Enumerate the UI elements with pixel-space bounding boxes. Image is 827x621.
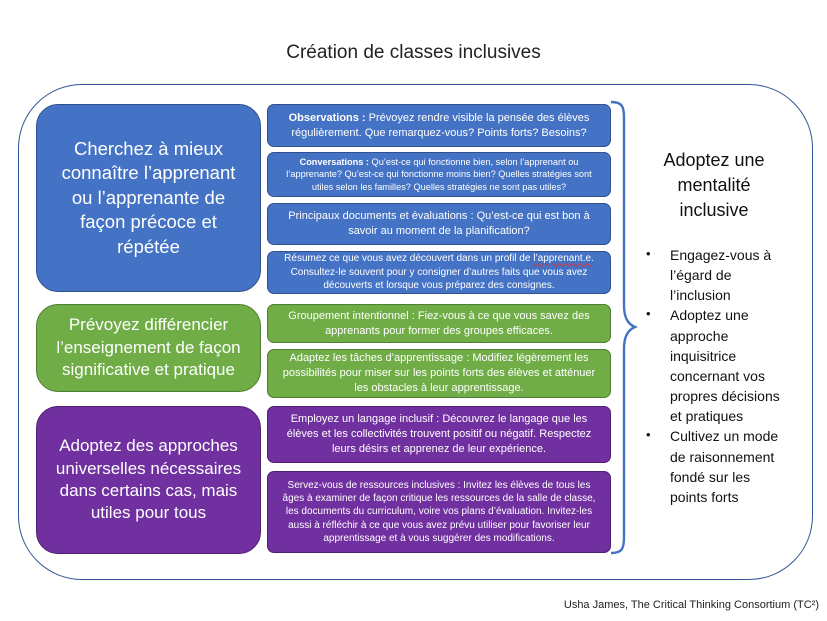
box-observations bbox=[267, 104, 611, 147]
mindset-bullet-2: • Adoptez une approche inquisitrice concernant vos propres décisions et pratiques bbox=[646, 305, 786, 426]
box-intentional-grouping: Groupement intentionnel : Fiez-vous à ce que vous savez des apprenants pour former des groupes efficaces. bbox=[267, 304, 611, 343]
conversations-label: Conversations : bbox=[299, 157, 369, 167]
box-conversations bbox=[267, 152, 611, 197]
diagram-title: Création de classes inclusives bbox=[286, 42, 541, 63]
curly-brace-icon bbox=[608, 100, 638, 555]
observations-label: Observations : bbox=[288, 111, 366, 124]
box-differentiate: Prévoyez différencier l’enseignement de façon significative et pratique bbox=[36, 304, 261, 392]
mindset-bullet-1: • Engagez-vous à l’égard de l’inclusion bbox=[646, 245, 786, 305]
observations-text: Prévoyez rendre visible la pensée des élèves régulièrement. Que remarquez-vous? Points forts? Besoins? bbox=[291, 111, 590, 139]
profile-text-before: Résumez ce que vous avez découvert dans un profil de bbox=[284, 253, 534, 265]
box-adapt-tasks: Adaptez les tâches d’apprentissage : Modifiez légèrement les possibilités pour miser sur les points forts des élèves et atténuer les obstacles à leur apprentissage. bbox=[267, 349, 611, 398]
box-learner-profile bbox=[267, 251, 611, 294]
box-inclusive-resources: Servez-vous de ressources inclusives : Invitez les élèves de tous les âges à examiner de façon critique les ressources de la salle de classe, les documents du curriculum, voire vos plans d’évaluation. Invitez-les aussi à réfléchir à ce que vous avez prévu utiliser pour favoriser leur apprentissage et à vous suggérer des modifications. bbox=[267, 471, 611, 553]
box-inclusive-language: Employez un langage inclusif : Découvrez le langage que les élèves et les collectivités trouvent positif ou négatif. Respectez leurs désirs et apprenez de leur expérience. bbox=[267, 406, 611, 463]
box-key-documents: Principaux documents et évaluations : Qu’est-ce qui est bon à savoir au moment de la planification? bbox=[267, 203, 611, 245]
box-know-learner: Cherchez à mieux connaître l’apprenant ou l’apprenante de façon précoce et répétée bbox=[36, 104, 261, 292]
profile-underlined: l’apprenant.e bbox=[533, 253, 592, 265]
conversations-text: Qu’est-ce qui fonctionne bien, selon l’apprenant ou l’apprenante? Qu’est-ce qui fonctionne moins bien? Quelles stratégies sont utiles selon les familles? Quelles stratégies ne sont pas utiles? bbox=[286, 157, 592, 192]
mindset-bullet-3: • Cultivez un mode de raisonnement fondé sur les points forts bbox=[646, 426, 786, 507]
box-universal-approaches: Adoptez des approches universelles nécessaires dans certains cas, mais utiles pour tous bbox=[36, 406, 261, 554]
mindset-heading: Adoptez une mentalité inclusive bbox=[663, 150, 765, 221]
mindset-bullet-list bbox=[646, 245, 786, 507]
profile-text-after: . Consultez-le souvent pour y consigner d’autres faits que vous avez découverts et lorsque vous préparez des consignes. bbox=[290, 253, 594, 292]
credit-line: Usha James, The Critical Thinking Consortium (TC²) bbox=[563, 599, 819, 611]
